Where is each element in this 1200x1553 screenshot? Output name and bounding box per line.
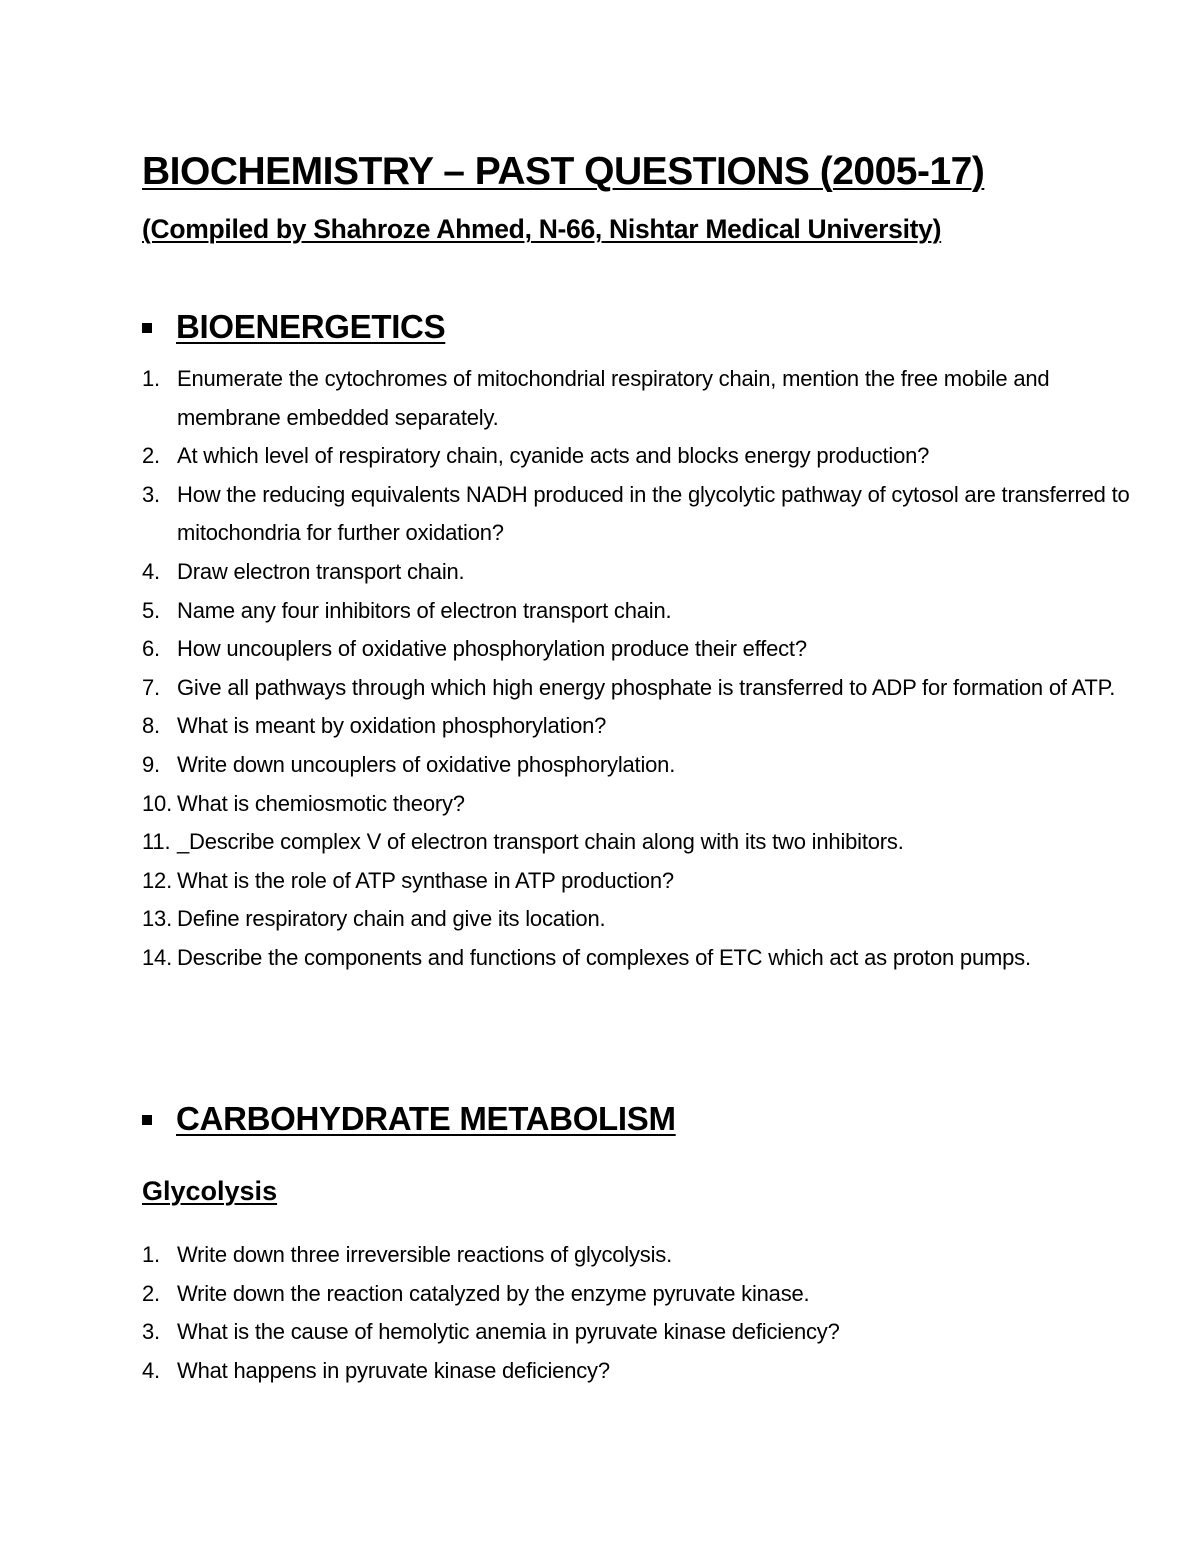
question-text: Name any four inhibitors of electron transport chain. — [177, 597, 672, 623]
question-item — [142, 900, 1142, 939]
question-number: 3. — [142, 1319, 160, 1345]
question-number: 11. — [142, 829, 171, 855]
question-item — [142, 592, 1142, 631]
question-text: How the reducing equivalents NADH produced in the glycolytic pathway of cytosol are transferred to mitochondria for further oxidation? — [177, 481, 1130, 546]
question-item — [142, 553, 1142, 592]
question-text: Describe the components and functions of complexes of ETC which act as proton pumps. — [177, 944, 1031, 970]
document-title: BIOCHEMISTRY – PAST QUESTIONS (2005-17) — [142, 150, 985, 193]
question-item — [142, 669, 1142, 708]
glycolysis-question-list — [142, 1236, 1142, 1390]
question-item — [142, 746, 1142, 785]
section-heading-bioenergetics — [142, 308, 445, 346]
question-item — [142, 1236, 1142, 1275]
question-item — [142, 707, 1142, 746]
question-text: Write down uncouplers of oxidative phosphorylation. — [177, 751, 676, 777]
question-number: 4. — [142, 558, 160, 584]
question-text: At which level of respiratory chain, cyanide acts and blocks energy production? — [177, 443, 930, 469]
question-text: _Describe complex V of electron transport chain along with its two inhibitors. — [177, 829, 904, 855]
question-number: 8. — [142, 713, 160, 739]
question-item — [142, 437, 1142, 476]
question-item — [142, 862, 1142, 901]
question-item — [142, 823, 1142, 862]
question-item — [142, 360, 1142, 437]
question-text: What is the cause of hemolytic anemia in pyruvate kinase deficiency? — [177, 1319, 840, 1345]
square-bullet-icon — [142, 1115, 152, 1125]
question-number: 14. — [142, 944, 172, 970]
question-number: 1. — [142, 1242, 160, 1267]
question-number: 1. — [142, 366, 160, 391]
square-bullet-icon — [142, 323, 152, 333]
question-number: 6. — [142, 636, 160, 662]
subheading-glycolysis: Glycolysis — [142, 1176, 278, 1206]
question-number: 7. — [142, 674, 160, 700]
question-item — [142, 630, 1142, 669]
question-number: 9. — [142, 751, 160, 777]
bioenergetics-question-list — [142, 360, 1142, 978]
question-text: Define respiratory chain and give its location. — [177, 906, 606, 932]
question-item — [142, 1313, 1142, 1352]
section-heading-carbohydrate-metabolism — [142, 1100, 676, 1138]
question-item — [142, 476, 1142, 553]
question-text: How uncouplers of oxidative phosphorylation produce their effect? — [177, 636, 807, 662]
section-heading-text: CARBOHYDRATE METABOLISM — [176, 1100, 676, 1137]
question-text: What is meant by oxidation phosphorylation? — [177, 713, 607, 739]
question-text: What is chemiosmotic theory? — [177, 790, 465, 816]
question-text: What is the role of ATP synthase in ATP production? — [177, 867, 674, 893]
question-text: What happens in pyruvate kinase deficiency? — [177, 1357, 610, 1383]
question-item — [142, 1275, 1142, 1314]
question-item — [142, 785, 1142, 824]
document-subtitle: (Compiled by Shahroze Ahmed, N-66, Nishtar Medical University) — [142, 214, 942, 244]
question-number: 3. — [142, 481, 160, 507]
question-number: 5. — [142, 597, 160, 623]
question-text: Draw electron transport chain. — [177, 558, 465, 584]
question-number: 12. — [142, 867, 172, 893]
question-item — [142, 939, 1142, 978]
question-number: 2. — [142, 443, 160, 469]
question-number: 4. — [142, 1357, 160, 1383]
question-text: Write down the reaction catalyzed by the enzyme pyruvate kinase. — [177, 1280, 810, 1306]
question-item — [142, 1352, 1142, 1391]
question-number: 13. — [142, 906, 172, 932]
question-text: Write down three irreversible reactions of glycolysis. — [177, 1242, 672, 1267]
question-text: Give all pathways through which high energy phosphate is transferred to ADP for formation of ATP. — [177, 674, 1116, 700]
question-number: 2. — [142, 1280, 160, 1306]
section-heading-text: BIOENERGETICS — [176, 308, 446, 345]
question-text: Enumerate the cytochromes of mitochondrial respiratory chain, mention the free mobile and membrane embedded separately. — [177, 366, 1050, 430]
question-number: 10. — [142, 790, 172, 816]
